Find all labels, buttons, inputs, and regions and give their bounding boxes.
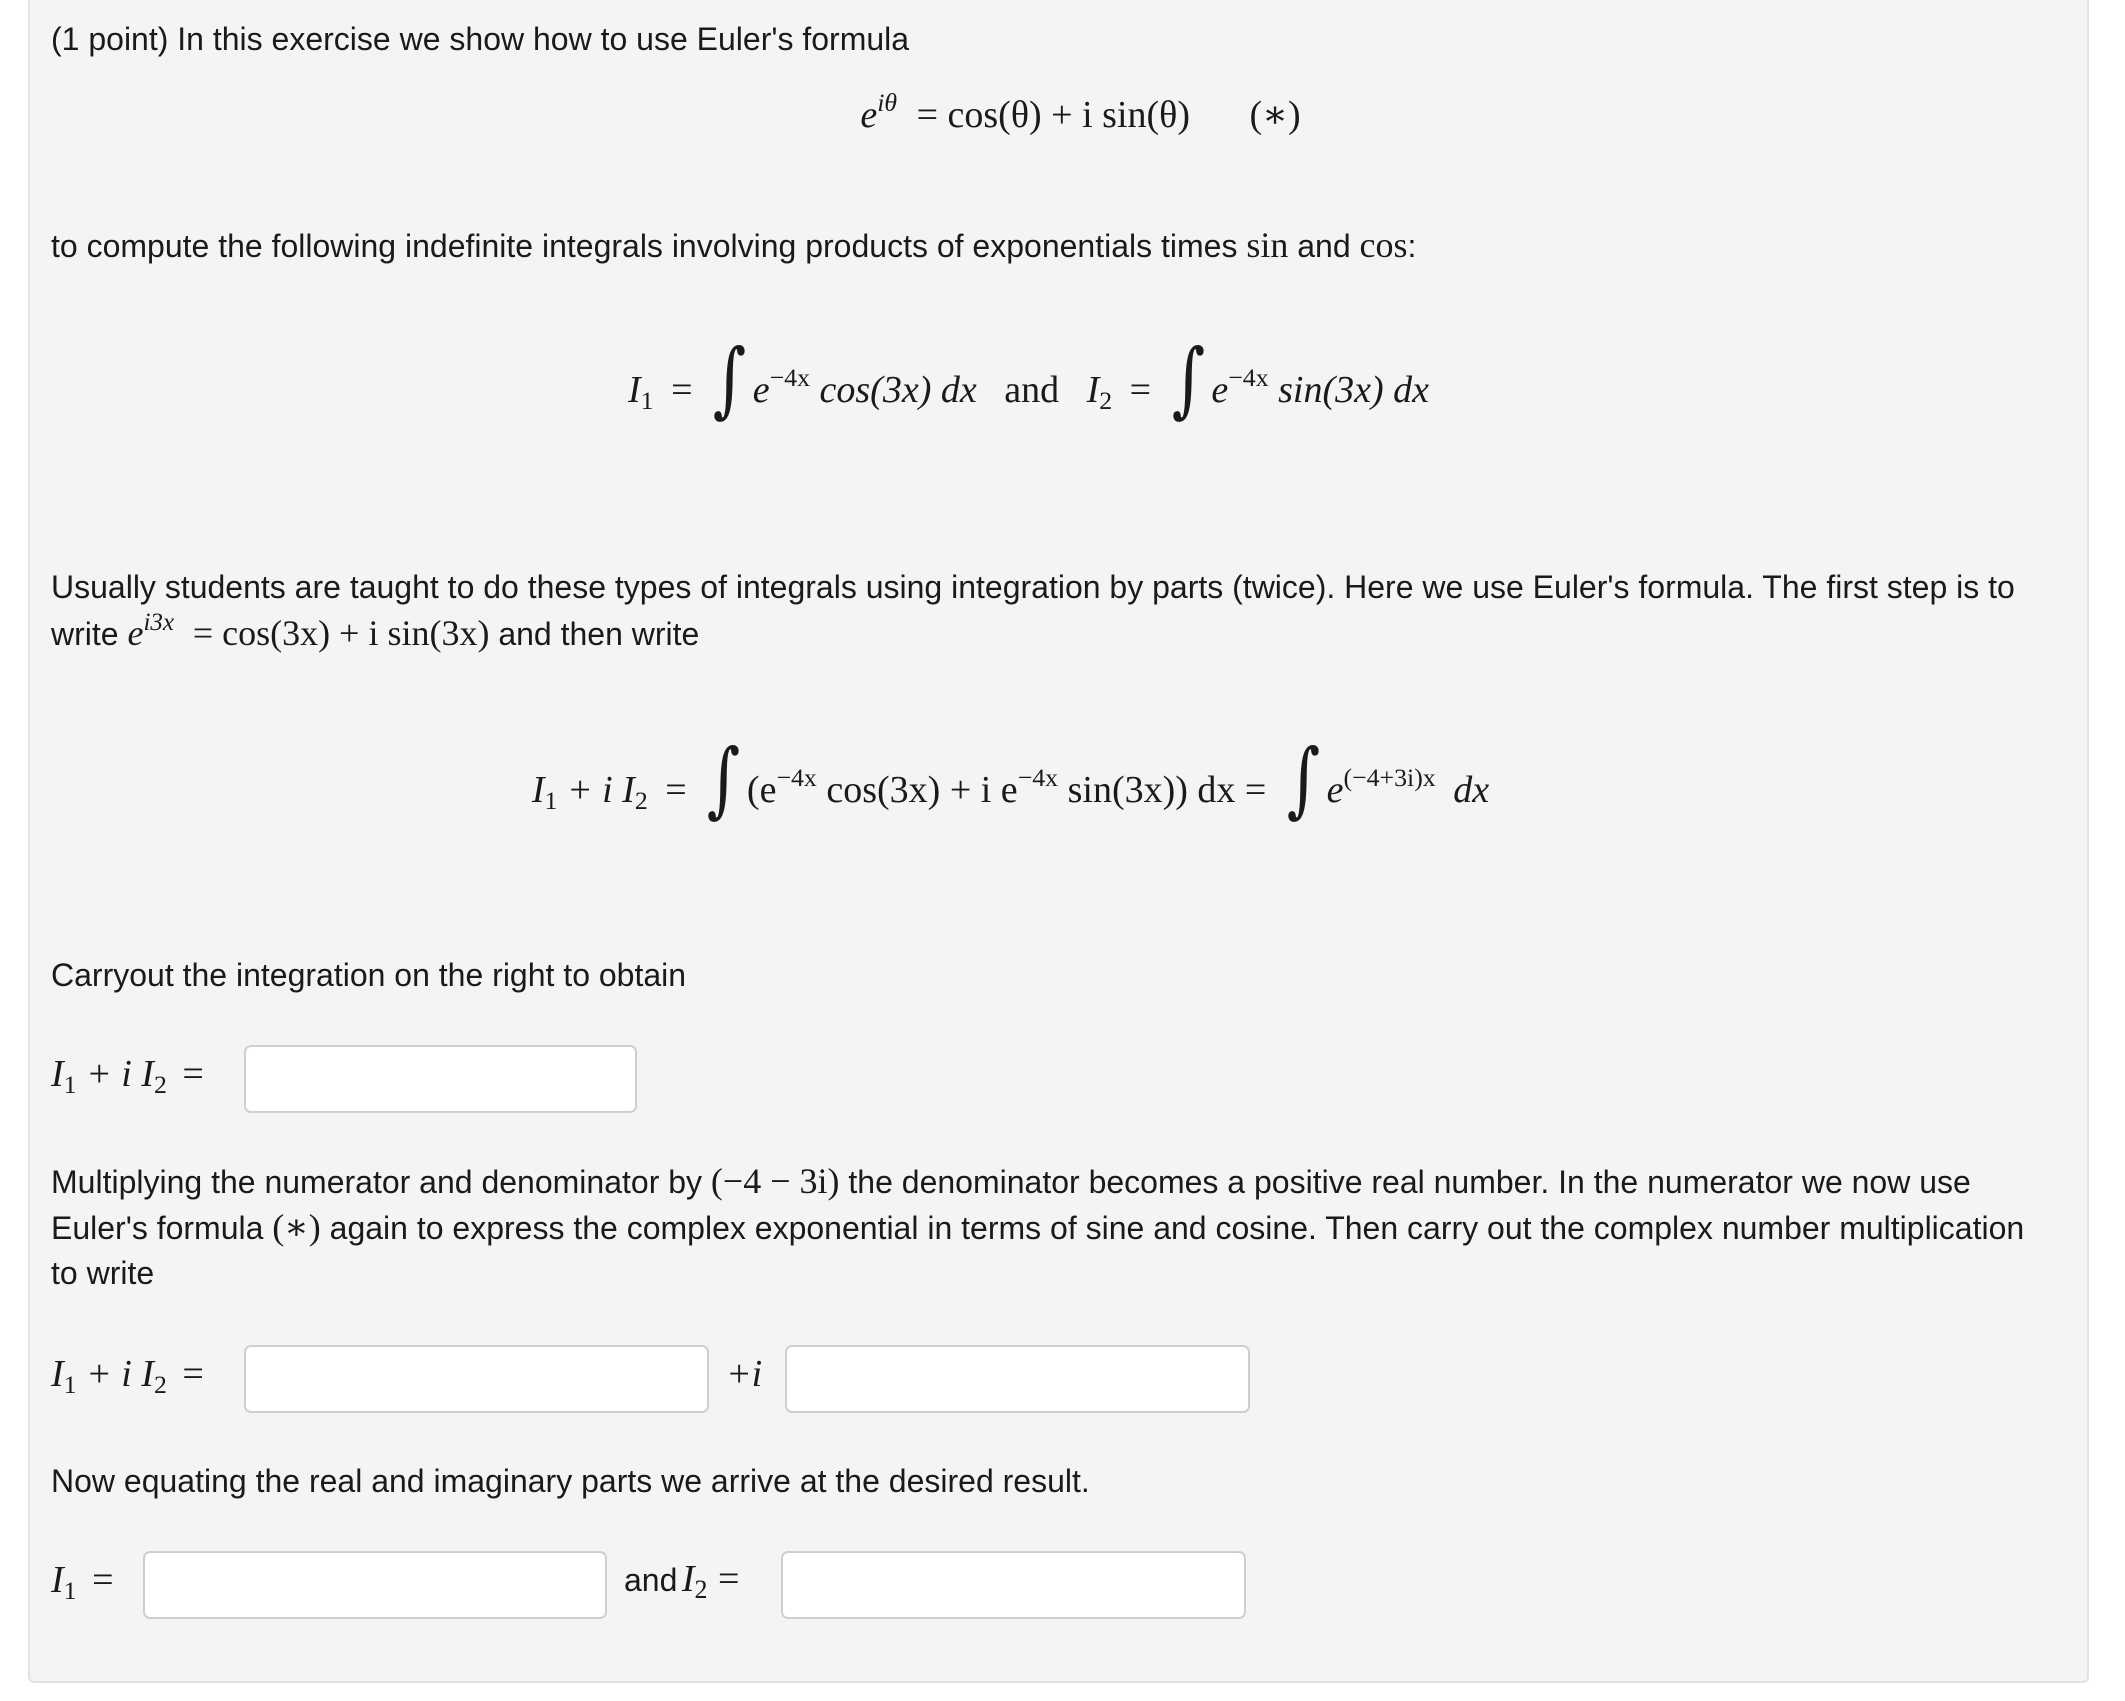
i2-label: and I2 = xyxy=(624,1558,740,1605)
plus-i-label: +i xyxy=(726,1353,763,1395)
i1-answer-input[interactable] xyxy=(143,1551,607,1619)
euler-tag: (∗) xyxy=(1249,94,1301,136)
integral-sign: ∫ xyxy=(712,331,747,427)
imag-part-input[interactable] xyxy=(785,1345,1250,1413)
row1-label: I1 + i I2 = xyxy=(51,1053,204,1100)
carry-text: Carryout the integration on the right to obtain xyxy=(51,957,687,993)
i1-label: I1 = xyxy=(51,1559,114,1606)
compute-text: to compute the following indefinite integrals involving products of exponentials times sin and cos: xyxy=(51,225,1417,265)
equate-text: Now equating the real and imaginary parts we arrive at the desired result. xyxy=(51,1463,1090,1499)
sum-answer-input[interactable] xyxy=(244,1045,637,1113)
real-part-input[interactable] xyxy=(244,1345,709,1413)
row2-label: I1 + i I2 = xyxy=(51,1353,204,1400)
mult-line-2: Euler's formula (∗) again to express the complex exponential in terms of sine and cosine. Then carry out the complex number multiplication xyxy=(51,1207,2025,1247)
mult-line-3: to write xyxy=(51,1255,155,1291)
write-line: write $e^{i3x} = \cos(3x) + i$ sin(3x) and then write xyxy=(51,608,700,653)
integral-sign: ∫ xyxy=(706,731,741,827)
euler-formula: $e^{i\theta} = \cos(\theta) + i$ sin(θ) (∗) xyxy=(860,87,1301,136)
integral-sign: ∫ xyxy=(1286,731,1320,827)
integral-sign: ∫ xyxy=(1171,331,1205,427)
combined-integral: I1 + i I2 = ∫ ($e^{-4x}$ cos(3x) + i $e^{-4x}$ sin(3x)) dx = ∫ $e^{(-4+3i)x}$ dx xyxy=(531,731,1490,827)
intro-text: (1 point) In this exercise we show how to use Euler's formula xyxy=(51,21,910,57)
mult-line-1: Multiplying the numerator and denominator by (−4 − 3i) the denominator becomes a positive real number. In the numerator we now use xyxy=(51,1161,1971,1201)
i2-answer-input[interactable] xyxy=(781,1551,1246,1619)
usually-text: Usually students are taught to do these types of integrals using integration by parts (twice). Here we use Euler's formula. The first step is to xyxy=(51,569,2015,605)
integrals-display: I1 = ∫ $e^{-4x}$ cos(3x) dx and I2 = ∫ $e^{-4x}$ sin(3x) dx xyxy=(627,331,1430,427)
